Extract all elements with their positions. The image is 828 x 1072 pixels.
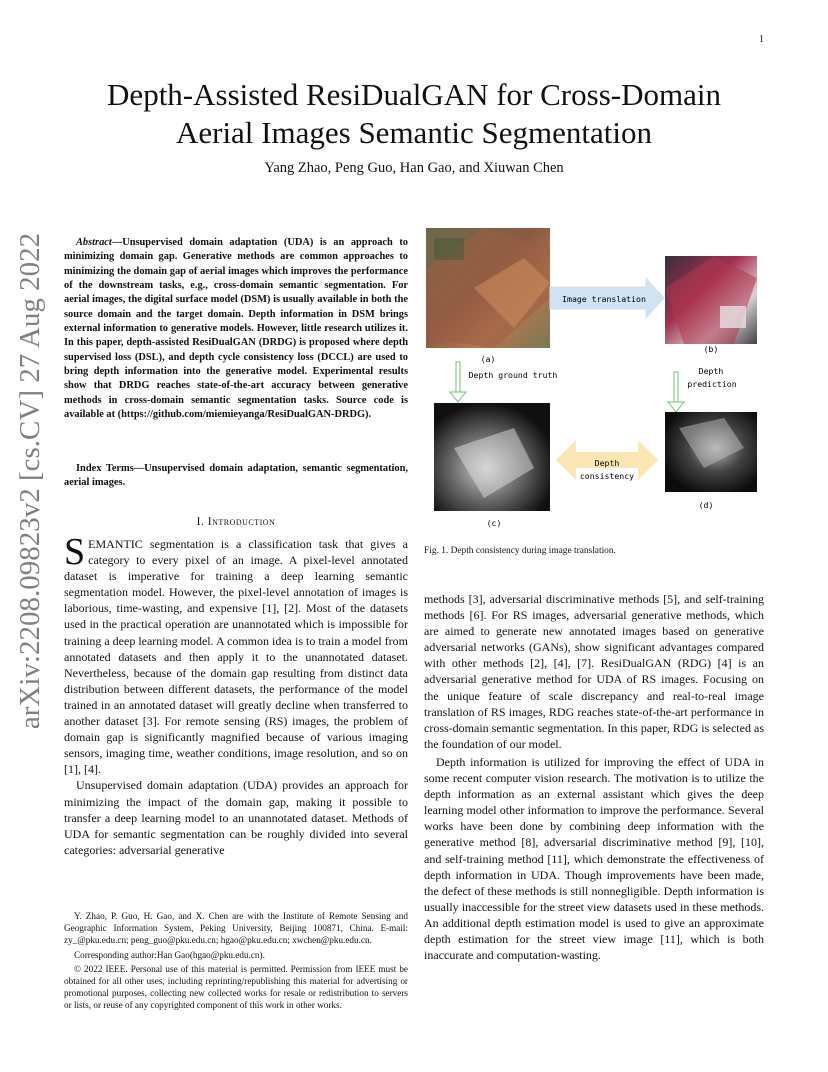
svg-text:Depth: Depth — [594, 458, 620, 468]
arrow-image-translation — [550, 278, 664, 318]
drop-cap: S — [64, 531, 86, 573]
title-line-2: Aerial Images Semantic Segmentation — [175, 115, 653, 150]
title-line-1: Depth-Assisted ResiDualGAN for Cross-Domain — [107, 77, 721, 112]
footnotes — [64, 910, 408, 1014]
image-a — [426, 228, 550, 348]
section-heading: I. Introduction — [196, 516, 276, 528]
svg-text:prediction: prediction — [687, 379, 737, 389]
arrow-depth-consistency — [556, 440, 658, 481]
paper-title — [60, 76, 768, 152]
label-b: (b) — [703, 344, 719, 354]
image-d — [665, 412, 757, 492]
abstract-text: —Unsupervised domain adaptation (UDA) is an approach to minimizing domain gap. Generative methods are common approaches to minimizing the domain gap of aerial images which improves the performance of the downstream tasks, e.g., cross-domain semantic segmentation. For aerial images, the digital surface model (DSM) is usually available in both the source domain and the target domain. Depth information in DSM brings external information to generative models. However, little research utilizes it. In this paper, depth-assisted ResiDualGAN (DRDG) is proposed where depth supervised loss (DSL), and depth cycle consistency loss (DCCL) are used to bring depth information into the generative model. Experimental results show that DRDG reaches state-of-the-art accuracy between generative methods in cross-domain semantic segmentation tasks. Source code is available at (https://github.com/miemieyanga/ResiDualGAN-DRDG). — [64, 237, 408, 421]
label-a: (a) — [480, 354, 496, 364]
introduction-left — [64, 531, 408, 858]
arxiv-stamp: arXiv:2208.09823v2 [cs.CV] 27 Aug 2022 — [14, 232, 46, 730]
svg-text:Image translation: Image translation — [562, 294, 646, 304]
right-paragraph-1: methods [3], adversarial discriminative methods [5], and self-training methods [6]. For RS images, adversarial generative methods, which are aimed to generate new annotated images based on generative adversarial networks (GANs), show significant advantages compared with other methods [2], [4], [7]. ResiDualGAN (RDG) [4] is an adversarial generative method for UDA of RS images. Focusing on the unique feature of scale discrepancy and real-to-real image translation of RS images, RDG reaches state-of-the-art performance in cross-domain semantic segmentation. In this paper, RDG is selected as the foundation of our model. — [424, 592, 764, 751]
label-c: (c) — [486, 518, 502, 528]
abstract — [64, 236, 408, 422]
figure-1 — [424, 228, 764, 533]
svg-text:Depth: Depth — [698, 366, 724, 376]
arrow-depth-ground-truth — [450, 362, 557, 402]
svg-text:Depth ground truth: Depth ground truth — [468, 370, 558, 380]
intro-paragraph-2: Unsupervised domain adaptation (UDA) provides an approach for minimizing the impact of the domain gap, making it possible to transfer a deep learning model to an unannotated dataset. Methods of UDA for semantic segmentation can be roughly divided into several categories: adversarial generative — [64, 778, 408, 857]
introduction-right — [424, 591, 764, 963]
abstract-label: Abstract — [76, 237, 112, 248]
figure-caption: Fig. 1. Depth consistency during image translation. — [424, 546, 616, 556]
label-d: (d) — [698, 500, 714, 510]
image-c — [434, 403, 550, 511]
authors: Yang Zhao, Peng Guo, Han Gao, and Xiuwan Chen — [264, 160, 564, 176]
index-label: Index Terms — [76, 463, 134, 474]
index-terms — [64, 462, 408, 491]
page-number: 1 — [759, 34, 764, 45]
arrow-depth-prediction — [668, 366, 737, 412]
index-text: —Unsupervised domain adaptation, semantic segmentation, aerial images. — [64, 463, 408, 489]
footnote-copyright: © 2022 IEEE. Personal use of this material is permitted. Permission from IEEE must be obtained for all other uses, including reprinting/republishing this material for advertising or promotional purposes, collecting new collected works for resale or redistribution to servers or lists, or reuse of any copyrighted component of this work in other works. — [64, 963, 408, 1011]
right-paragraph-2: Depth information is utilized for improving the effect of UDA in some recent computer vision research. The motivation is to utilize the depth information as an external assistant which gives the deep learning model other information to improve the performance. Several works have been done by combining deep information with the generative method [8], adversarial discriminative method [9], [10], and self-training method [11], which demonstrate the effectiveness of depth information in UDA. Though improvements have been made, the defect of these methods is still nonnegligible. Depth information is usually inaccessible for the street view datasets used in these methods. An additional depth estimation model is used to give an approximate depth estimation for the street view image [11], which is both inaccurate and computation-wasting. — [424, 754, 764, 963]
intro-paragraph-1: EMANTIC segmentation is a classification task that gives a category to every pixel of an image. A pixel-level annotated dataset is imperative for training a deep learning semantic segmentation model. However, the pixel-level annotation of images is laborious, time-wasting, and expensive [1], [2]. Most of the datasets used in the practical operation are unannotated which is impossible for training a deep learning model. A common idea is to train a model from annotated datasets and then apply it to the unannotated dataset. Nevertheless, because of the domain gap resulting from distinct data distribution between different datasets, the performance of the model trained in an annotated dataset will greatly decline when transferred to another dataset [3]. For remote sensing (RS) images, the problem of domain gap is significantly magnified because of various imaging sensors, imaging time, weather conditions, image resolution, and so on [1], [4]. — [64, 537, 408, 777]
svg-text:consistency: consistency — [579, 471, 635, 481]
footnote-corresponding: Corresponding author:Han Gao(hgao@pku.edu.cn). — [74, 949, 265, 960]
image-b — [665, 256, 757, 344]
footnote-affiliation: Y. Zhao, P. Guo, H. Gao, and X. Chen are with the Institute of Remote Sensing and Geographic Information System, Peking University, Beijing 100871, China. E-mail: zy_@pku.edu.cn; peng_guo@pku.edu.cn; hgao@pku.edu.cn; xwchen@pku.edu.cn. — [64, 911, 408, 946]
